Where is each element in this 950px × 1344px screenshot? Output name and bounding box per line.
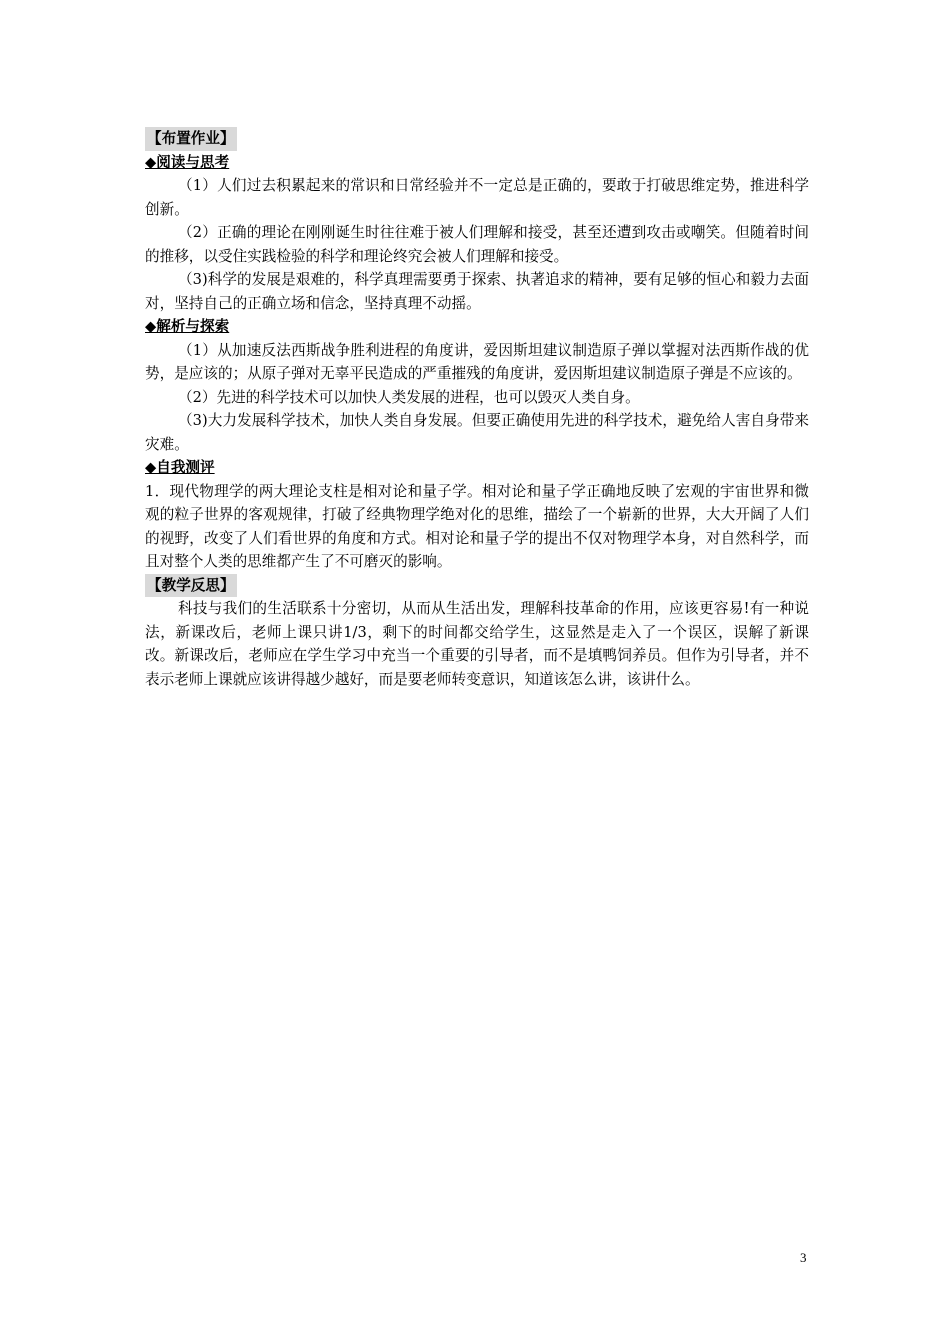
analysis-item-2: （2）先进的科学技术可以加快人类发展的进程，也可以毁灭人类自身。 (178, 388, 640, 406)
self-test-title: ◆自我测评 (145, 459, 215, 476)
analysis-item-3: （3)大力发展科学技术，加快人类自身发展。但要正确使用先进的科学技术，避免给人害自身带来灾难。 (145, 412, 809, 453)
document-body (145, 127, 809, 691)
reflection-heading: 【教学反思】 (145, 574, 237, 598)
analysis-item-1: （1）从加速反法西斯战争胜利进程的角度讲，爱因斯坦建议制造原子弹以掌握对法西斯作战的优势，是应该的；从原子弹对无辜平民造成的严重摧残的角度讲，爱因斯坦建议制造原子弹是不应该的。 (145, 341, 809, 382)
reading-item-1: （1）人们过去积累起来的常识和日常经验并不一定总是正确的，要敢于打破思维定势，推进科学创新。 (145, 177, 809, 218)
reading-item-3: （3)科学的发展是艰难的，科学真理需要勇于探索、执著追求的精神，要有足够的恒心和毅力去面对，坚持自己的正确立场和信念，坚持真理不动摇。 (145, 271, 809, 312)
self-test-text: 1．现代物理学的两大理论支柱是相对论和量子学。相对论和量子学正确地反映了宏观的宇宙世界和微观的粒子世界的客观规律，打破了经典物理学绝对化的思维，描绘了一个崭新的世界，大大开阔了人们的视野，改变了人们看世界的角度和方式。相对论和量子学的提出不仅对物理学本身，对自然科学，而且对整个人类的思维都产生了不可磨灭的影响。 (145, 482, 809, 570)
page-number: 3 (800, 1250, 807, 1265)
reflection-text: 科技与我们的生活联系十分密切，从而从生活出发，理解科技革命的作用，应该更容易!有一种说法，新课改后，老师上课只讲1/3，剩下的时间都交给学生，这显然是走入了一个误区，误解了新课改。新课改后，老师应在学生学习中充当一个重要的引导者，而不是填鸭饲养员。但作为引导者，并不表示老师上课就应该讲得越少越好，而是要老师转变意识，知道该怎么讲，该讲什么。 (145, 600, 809, 688)
homework-heading: 【布置作业】 (145, 127, 237, 151)
reading-title: ◆阅读与思考 (145, 153, 230, 171)
reading-item-2: （2）正确的理论在刚刚诞生时往往难于被人们理解和接受，甚至还遭到攻击或嘲笑。但随着时间的推移，以受住实践检验的科学和理论终究会被人们理解和接受。 (145, 224, 809, 265)
analysis-title: ◆解析与探索 (145, 318, 230, 335)
